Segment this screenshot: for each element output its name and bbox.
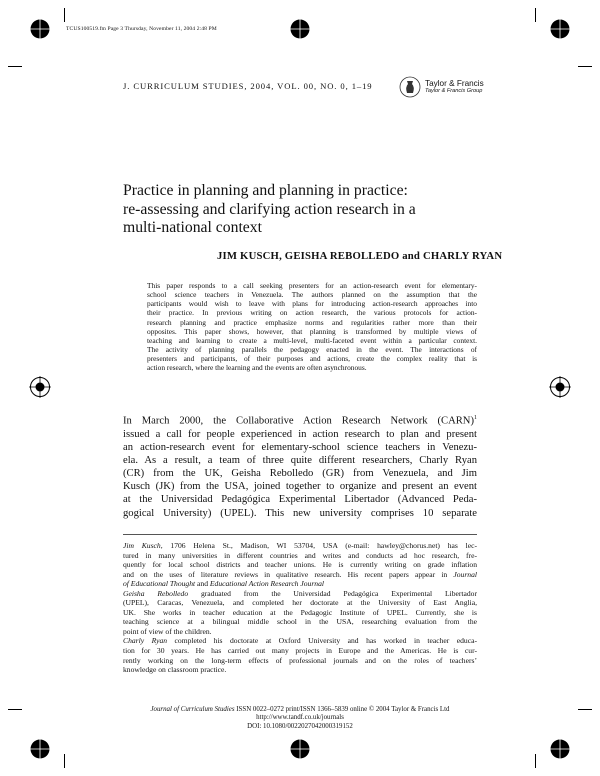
registration-mark-icon [289, 738, 311, 760]
author-name: Charly Ryan [123, 636, 168, 646]
body-line: ela. As a result, a team of three quite different researchers, Charly Ryan [123, 455, 477, 466]
author-name: Jim Kusch, [123, 541, 163, 550]
note-line [123, 570, 477, 580]
note-text: completed his doctorate at Oxford University and has worked in teacher educa- [167, 636, 477, 646]
note-text: 1706 Helena St., Madison, WI 53704, USA (e-mail: hawley@chorus.net) has lec- [162, 541, 477, 550]
notes-divider [123, 534, 477, 535]
journal-name: Journal [453, 569, 477, 579]
note-line: point of view of the children. [123, 626, 212, 636]
note-line [123, 589, 477, 599]
crop-mark [64, 754, 65, 768]
taylor-francis-urn-logo-icon [399, 76, 421, 98]
body-line-text: In March 2000, the Collaborative Action Research Network (CARN) [123, 415, 474, 427]
crop-mark [64, 8, 65, 22]
abstract-line: action research, where the learning and the events are often asynchronous. [147, 363, 367, 373]
footer-doi: DOI: 10.1080/0022027042000319152 [247, 722, 353, 730]
body-line: issued a call for people experienced in action research to plan and present [123, 428, 477, 440]
registration-mark-icon [29, 738, 51, 760]
footer-issn: ISSN 0022–0272 print/ISSN 1366–5839 online © 2004 Taylor & Francis Ltd [234, 706, 450, 713]
footer-journal-name: Journal of Curriculum Studies [150, 706, 235, 713]
author-notes [123, 541, 477, 675]
note-text: graduated from the Universidad Pedagógica Experimental Libertador [188, 588, 477, 598]
publication-footer [123, 706, 477, 731]
abstract-line: presenters and participants, of their purposes and actions, create the complex reality that is [147, 354, 477, 364]
journal-running-head: J. CURRICULUM STUDIES, 2004, VOL. 00, NO. 0, 1–19 [123, 81, 373, 91]
registration-mark-icon [29, 18, 51, 40]
note-line: (UPEL), Caracas, Venezuela, and completed her doctorate at the University of East Anglia, [123, 598, 477, 608]
publisher-subtitle: Taylor & Francis Group [425, 88, 483, 94]
abstract-line: This paper responds to a call seeking presenters for an action-research event for elementary- [147, 281, 477, 290]
registration-mark-icon [549, 738, 571, 760]
registration-mark-icon [29, 376, 51, 398]
crop-mark [535, 754, 536, 768]
journal-name: Educational Action Research Journal [209, 579, 325, 589]
note-line: tion for 30 years. He has carried out many projects in Europe and the Americas. He is cur- [123, 646, 477, 656]
journal-name: of Educational Thought [123, 579, 196, 589]
abstract-line: their practice. In previous writing on action research, the various protocols for action- [147, 308, 477, 318]
abstract-line: opposites. This paper shows, however, that planning is transformed by multiple views of [147, 326, 477, 336]
body-line: Kusch (JK) from the USA, joined together to organize and present an event [123, 481, 477, 493]
note-line: teaching science at a bilingual middle school in the USA, researching evaluation from the [123, 617, 477, 627]
body-line: at the Universidad Pedagógica Experimental Libertador (Advanced Peda- [123, 494, 477, 506]
crop-mark [8, 66, 22, 67]
crop-mark [535, 8, 536, 22]
note-line [123, 579, 477, 589]
note-text: and on the uses of literature reviews in qualitative research. His recent papers appear in [123, 569, 454, 579]
body-line [123, 412, 477, 428]
abstract-line: research planning and practice emphasize norms and regularities rather more than their [147, 317, 477, 327]
crop-mark [8, 709, 22, 710]
body-text [123, 412, 477, 520]
publisher-logo [399, 76, 514, 98]
footnote-marker: 1 [474, 415, 477, 421]
note-line: knowledge on classroom practice. [123, 665, 227, 675]
publisher-name: Taylor & Francis [425, 79, 484, 88]
note-line [123, 541, 477, 551]
title-line: multi-national context [123, 219, 262, 236]
abstract-line: school science teachers in Venezuela. The authors planned on the assumption that the [147, 290, 477, 300]
title-line: Practice in planning and planning in practice: [123, 182, 408, 199]
note-line [123, 636, 477, 646]
registration-mark-icon [549, 18, 571, 40]
abstract-line: teaching and learning to create a multi-level, multi-faceted event within a particular context. [147, 335, 477, 345]
print-slug: TCUS100519.fm Page 3 Thursday, November 11, 2004 2:48 PM [66, 26, 217, 32]
body-line: gogical University) (UPEL). This new university comprises 10 separate [123, 507, 477, 519]
body-line: an action-research event for elementary-school science teachers in Venezu- [123, 441, 477, 453]
abstract-line: The activity of planning parallels the pedagogy enacted in the event. The interactions of [147, 345, 477, 355]
abstract [147, 281, 477, 373]
crop-mark [578, 709, 592, 710]
note-line: quently for local school districts and teacher unions. He is currently writing on grade inflation [123, 560, 477, 570]
author-name: Geisha Rebolledo [123, 588, 189, 598]
title-line: re-assessing and clarifying action research in a [123, 200, 416, 218]
registration-mark-icon [289, 18, 311, 40]
abstract-line: participants would wish to leave with plans for introducing action-research approaches into [147, 299, 477, 309]
footer-url[interactable]: http://www.tandf.co.uk/journals [256, 714, 344, 722]
crop-mark [578, 66, 592, 67]
body-line: (CR) from the UK, Geisha Rebolledo (GR) from Venezuela, and Jim [123, 468, 477, 480]
paper-title [123, 182, 463, 238]
author-list: JIM KUSCH, GEISHA REBOLLEDO and CHARLY RYAN [217, 250, 503, 262]
footer-issn-line [123, 706, 477, 714]
note-line: rently working on the long-term effects of professional journals and on the roles of teachers’ [123, 655, 477, 665]
note-line: UK. She works in teacher education at the Pedagogic Institute of UPEL. Currently, she is [123, 607, 477, 617]
note-line: tured in many universities in different countries and writes and conducts ad hoc research, fre- [123, 550, 477, 560]
note-text: and [195, 579, 210, 589]
registration-mark-icon [549, 376, 571, 398]
